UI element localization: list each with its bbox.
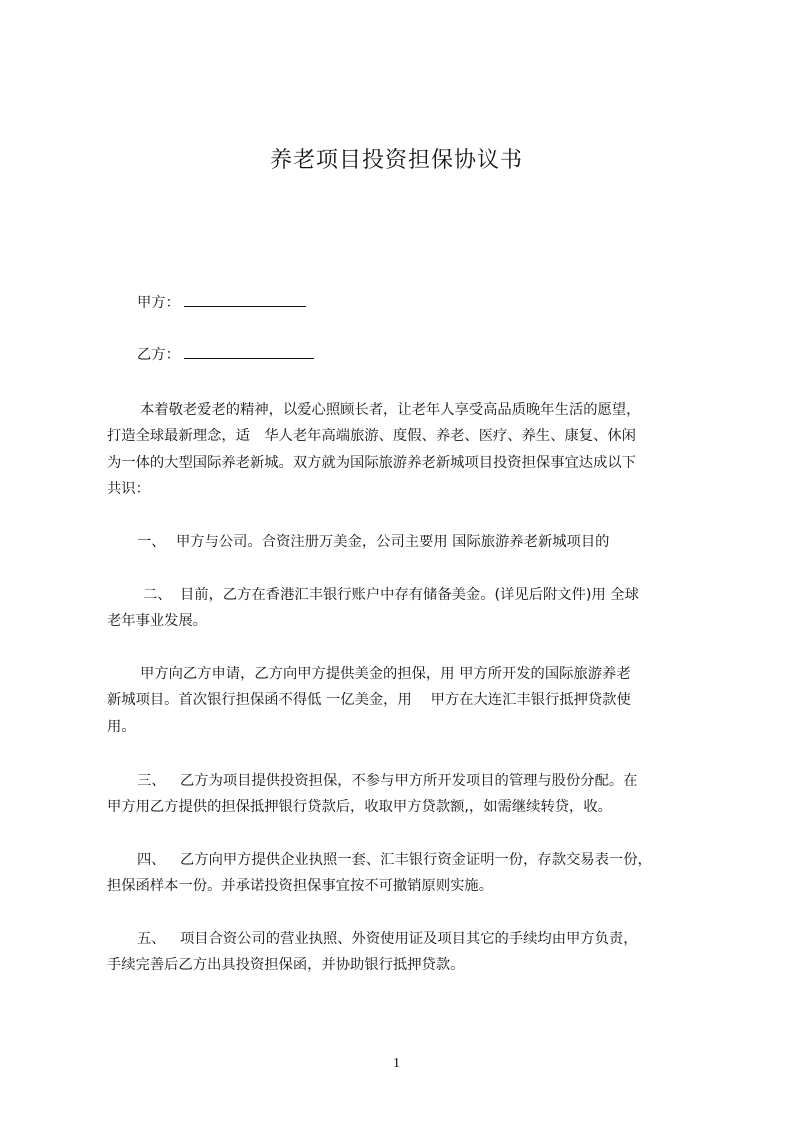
clause-line: 老年事业发展。 bbox=[107, 613, 208, 629]
clause-line: 甲方与公司。合资注册万美金，公司主要用 国际旅游养老新城项目的 bbox=[176, 534, 610, 550]
paragraph-line: 甲方向乙方申请，乙方向甲方提供美金的担保，用 甲方所开发的国际旅游养老 bbox=[140, 666, 631, 682]
clause-line: 乙方向甲方提供企业执照一套、汇丰银行资金证明一份，存款交易表一份， bbox=[180, 852, 652, 868]
intro-line: 本着敬老爱老的精神，以爱心照顾长者，让老年人享受高品质晚年生活的愿望， bbox=[140, 402, 641, 418]
clause-line: 手续完善后乙方出具投资担保函，并协助银行抵押贷款。 bbox=[107, 957, 465, 973]
party-b-line bbox=[137, 344, 314, 365]
page-number: 1 bbox=[393, 1056, 400, 1071]
clause-line: 项目合资公司的营业执照、外资使用证及项目其它的手续均由甲方负责， bbox=[180, 931, 638, 947]
clause-line: 乙方为项目提供投资担保，不参与甲方所开发项目的管理与股份分配。在 bbox=[180, 773, 638, 789]
document-title: 养老项目投资担保协议书 bbox=[269, 148, 523, 173]
party-a-line bbox=[137, 292, 306, 313]
intro-line: 共识： bbox=[107, 481, 150, 497]
party-a-label: 甲方： bbox=[137, 295, 180, 311]
paragraph-line: 用。 bbox=[107, 719, 136, 735]
clause-number: 一、 bbox=[137, 534, 166, 550]
party-b-blank bbox=[184, 344, 314, 359]
clause-number: 三、 bbox=[137, 773, 166, 789]
intro-line: 为一体的大型国际养老新城。双方就为国际旅游养老新城项目投资担保事宜达成以下 bbox=[107, 455, 636, 471]
party-a-blank bbox=[184, 292, 306, 307]
clause-line: 担保函样本一份。并承诺投资担保事宜按不可撤销原则实施。 bbox=[107, 878, 494, 894]
clause-number: 四、 bbox=[137, 852, 166, 868]
party-b-label: 乙方： bbox=[137, 347, 180, 363]
clause-line: 甲方用乙方提供的担保抵押银行贷款后，收取甲方贷款额,，如需继续转贷，收。 bbox=[107, 799, 612, 815]
clause-line: 目前，乙方在香港汇丰银行账户中存有储备美金。(详见后附文件)用 全球 bbox=[180, 587, 639, 603]
paragraph-line: 新城项目。首次银行担保函不得低 一亿美金，用 甲方在大连汇丰银行抵押贷款使 bbox=[107, 692, 631, 708]
clause-number: 五、 bbox=[137, 931, 166, 947]
intro-line: 打造全球最新理念，适 华人老年高端旅游、度假、养老、医疗、养生、康复、休闲 bbox=[107, 428, 636, 444]
clause-number: 二、 bbox=[143, 587, 172, 603]
